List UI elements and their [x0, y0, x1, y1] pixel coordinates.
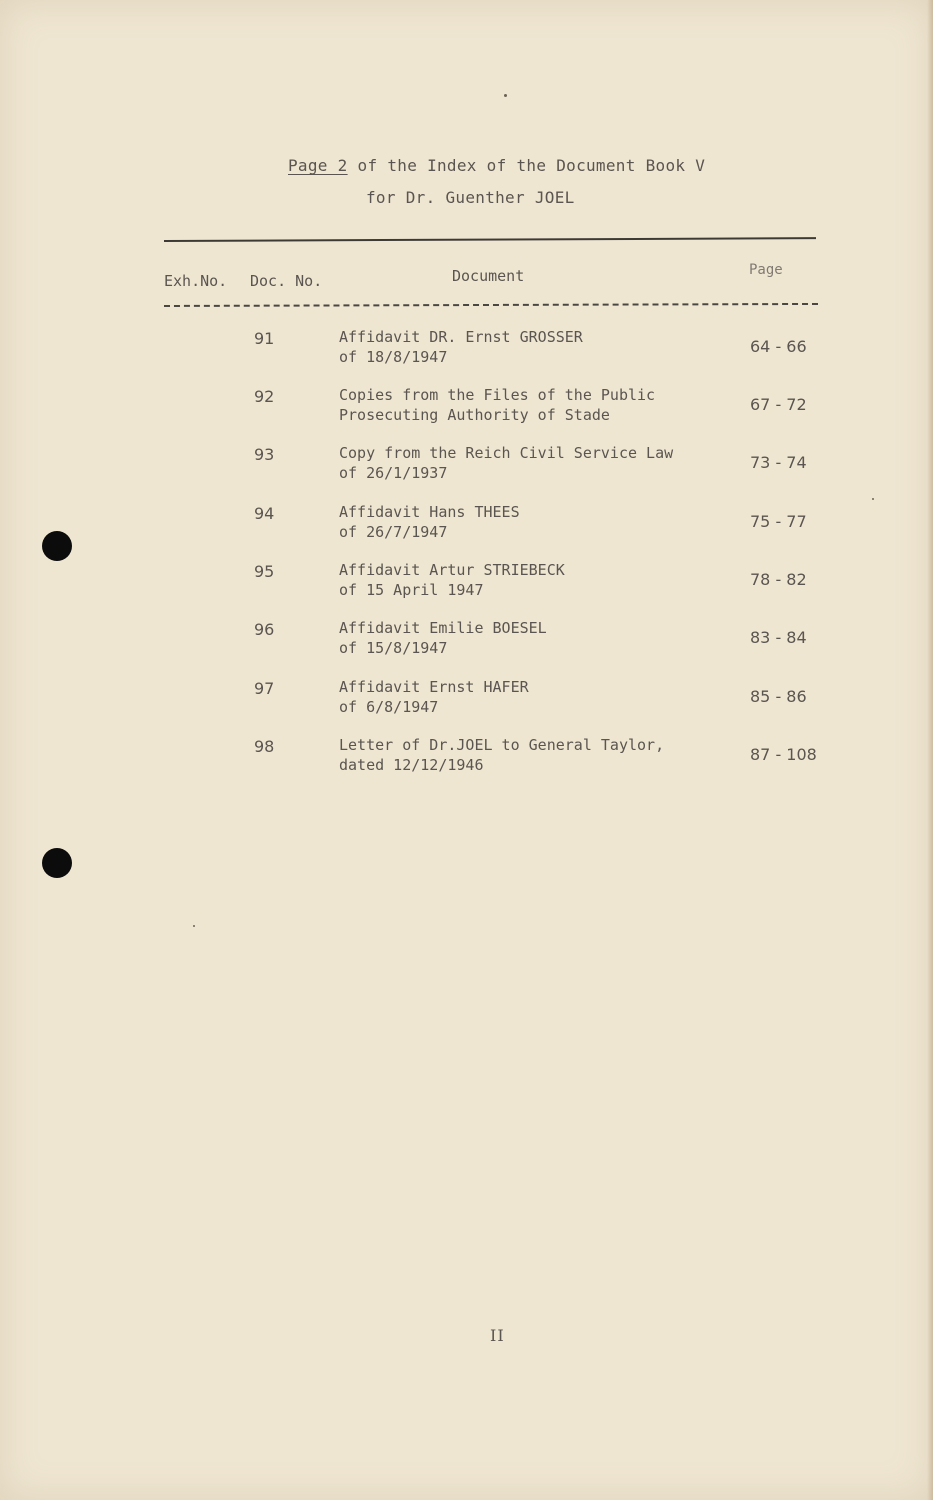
document-description — [339, 677, 529, 717]
paper-speck — [872, 498, 874, 500]
column-header-exh-no: Exh.No. — [164, 272, 228, 290]
page-range: 73 - 74 — [750, 453, 807, 472]
doc-number: 96 — [254, 620, 275, 639]
column-header-page: Page — [749, 262, 783, 278]
description-line: Affidavit Ernst HAFER — [339, 678, 529, 696]
table-row — [0, 387, 933, 437]
punch-hole-icon — [42, 531, 72, 561]
column-header-doc-no: Doc. No. — [250, 272, 323, 290]
punch-hole-icon — [42, 848, 72, 878]
page-range: 83 - 84 — [750, 628, 807, 647]
document-description — [339, 327, 583, 367]
paper-speck — [193, 925, 195, 927]
page-range: 64 - 66 — [750, 337, 807, 356]
document-description — [339, 385, 655, 425]
index-title-rest: of the Index of the Document Book V — [347, 156, 706, 175]
page-range: 67 - 72 — [750, 395, 807, 414]
doc-number: 93 — [254, 445, 275, 464]
description-line: of 26/1/1937 — [339, 464, 448, 482]
description-line: Letter of Dr.JOEL to General Taylor, — [339, 736, 665, 754]
doc-number: 91 — [254, 329, 275, 348]
description-line: dated 12/12/1946 — [339, 756, 484, 774]
doc-number: 97 — [254, 679, 275, 698]
description-line: of 15 April 1947 — [339, 581, 484, 599]
description-line: Affidavit DR. Ernst GROSSER — [339, 328, 583, 346]
table-row — [0, 679, 933, 729]
description-line: Affidavit Artur STRIEBECK — [339, 561, 565, 579]
table-row — [0, 737, 933, 787]
table-row — [0, 445, 933, 495]
description-line: Affidavit Hans THEES — [339, 503, 520, 521]
description-line: Prosecuting Authority of Stade — [339, 406, 610, 424]
description-line: of 15/8/1947 — [339, 639, 448, 657]
document-description — [339, 502, 520, 542]
page-range: 78 - 82 — [750, 570, 807, 589]
table-row — [0, 329, 933, 379]
table-row — [0, 504, 933, 554]
doc-number: 92 — [254, 387, 275, 406]
page-label: Page 2 — [288, 156, 348, 175]
table-row — [0, 620, 933, 670]
page-range: 85 - 86 — [750, 687, 807, 706]
header-bottom-rule — [164, 303, 818, 307]
description-line: Copies from the Files of the Public — [339, 386, 656, 404]
description-line: of 6/8/1947 — [339, 698, 439, 716]
document-description — [339, 618, 547, 658]
document-description — [339, 735, 664, 775]
doc-number: 98 — [254, 737, 275, 756]
index-subtitle: for Dr. Guenther JOEL — [366, 188, 575, 207]
page-range: 75 - 77 — [750, 512, 807, 531]
header-top-rule — [164, 237, 816, 242]
index-title — [288, 156, 705, 175]
doc-number: 94 — [254, 504, 275, 523]
description-line: Copy from the Reich Civil Service Law — [339, 444, 674, 462]
description-line: of 26/7/1947 — [339, 523, 448, 541]
column-header-document: Document — [452, 267, 525, 285]
paper-speck — [504, 94, 507, 97]
table-row — [0, 562, 933, 612]
description-line: Affidavit Emilie BOESEL — [339, 619, 547, 637]
document-description — [339, 560, 565, 600]
page-numeral: II — [490, 1326, 505, 1345]
page-range: 87 - 108 — [750, 745, 817, 764]
doc-number: 95 — [254, 562, 275, 581]
description-line: of 18/8/1947 — [339, 348, 448, 366]
document-description — [339, 443, 673, 483]
